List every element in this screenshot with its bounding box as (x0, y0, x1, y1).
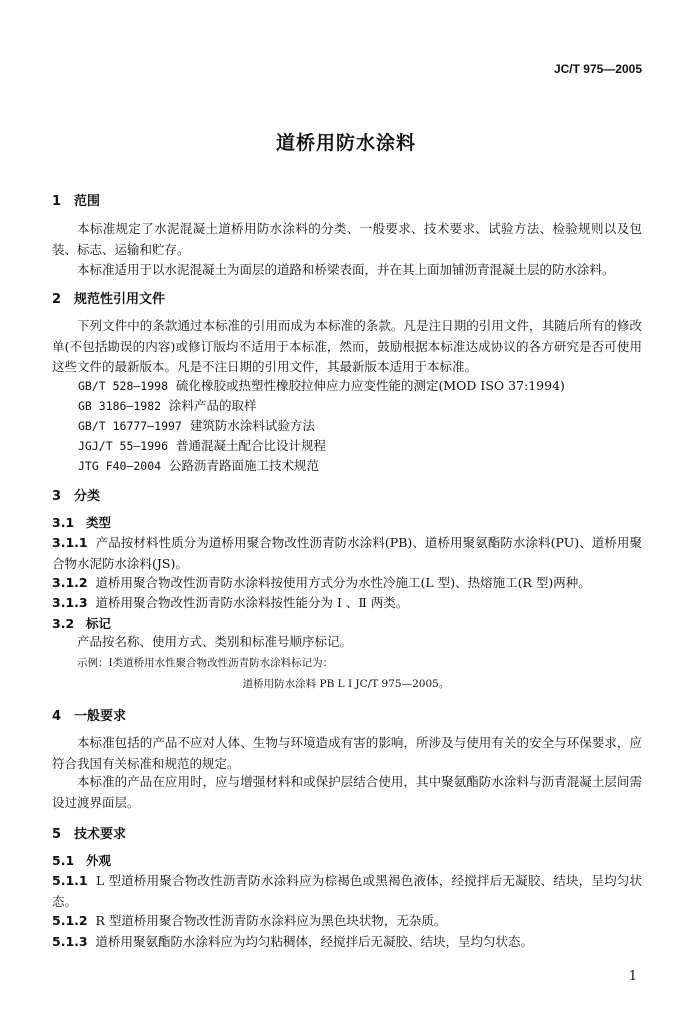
reference-item: GB 3186—1982 涂料产品的取样 (78, 398, 257, 413)
example-line: 示例：Ⅰ类道桥用水性聚合物改性沥青防水涂料标记为： (77, 657, 334, 669)
page-number: 1 (628, 969, 637, 984)
reference-item: JTG F40—2004 公路沥青路面施工技术规范 (78, 458, 320, 473)
clause-5-1-3: 5.1.3 道桥用聚氨酯防水涂料应为均匀粘稠体，经搅拌后无凝胶、结块，呈均匀状态。 (52, 934, 534, 949)
section-2-paragraph: 下列文件中的条款通过本标准的引用而成为本标准的条款。凡是注日期的引用文件，其随后所有的修改单(不包括勘误的内容)或修订版均不适用于本标准，然而，鼓励根据本标准达成协议的各方研究是否可使用这些文件的最新版本。凡是不注日期的引用文件，其最新版本适用于本标准。 (52, 318, 642, 374)
marking-text: 产品按名称、使用方式、类别和标准号顺序标记。 (77, 634, 353, 649)
section-1-paragraph-1: 本标准规定了水泥混凝土道桥用防水涂料的分类、一般要求、技术要求、试验方法、检验规则以及包装、标志、运输和贮存。 (52, 221, 642, 257)
section-5-heading: 5 技术要求 (52, 827, 127, 842)
document-title: 道桥用防水涂料 (275, 132, 416, 154)
clause-5-1-2: 5.1.2 R 型道桥用聚合物改性沥青防水涂料应为黑色块状物，无杂质。 (52, 913, 447, 928)
reference-item: GB/T 16777—1997 建筑防水涂料试验方法 (78, 418, 315, 433)
clause-3-1-1: 3.1.1 产品按材料性质分为道桥用聚合物改性沥青防水涂料(PB)、道桥用聚氨酯防水涂料(PU)、道桥用聚合物水泥防水涂料(JS)。 (52, 535, 642, 571)
section-2-heading: 2 规范性引用文件 (52, 292, 166, 307)
standard-code: JC/T 975—2005 (553, 62, 642, 76)
clause-3-2-heading: 3.2 标记 (52, 616, 112, 631)
clause-3-1-2: 3.1.2 道桥用聚合物改性沥青防水涂料按使用方式分为水性冷施工(L 型)、热熔施工(R 型)两种。 (52, 575, 591, 590)
section-1-paragraph-2: 本标准适用于以水泥混凝土为面层的道路和桥梁表面，并在其上面加铺沥青混凝土层的防水涂料。 (77, 262, 615, 277)
clause-5-1-heading: 5.1 外观 (52, 853, 112, 868)
section-4-paragraph-2: 本标准的产品在应用时，应与增强材料和或保护层结合使用，其中聚氨酯防水涂料与沥青混凝土层间需设过渡界面层。 (52, 774, 642, 810)
reference-item: GB/T 528—1998 硫化橡胶或热塑性橡胶拉伸应力应变性能的测定(MOD ISO 37:1994) (78, 378, 565, 393)
reference-item: JGJ/T 55—1996 普通混凝土配合比设计规程 (78, 438, 326, 453)
example-mark: 道桥用防水涂料 PB L Ⅰ JC/T 975—2005。 (242, 678, 450, 690)
section-3-heading: 3 分类 (52, 489, 101, 504)
section-4-heading: 4 一般要求 (52, 709, 127, 724)
section-4-paragraph-1: 本标准包括的产品不应对人体、生物与环境造成有害的影响，所涉及与使用有关的安全与环保要求，应符合我国有关标准和规范的规定。 (52, 735, 642, 771)
clause-3-1-3: 3.1.3 道桥用聚合物改性沥青防水涂料按性能分为 Ⅰ 、Ⅱ 两类。 (52, 595, 409, 610)
section-1-heading: 1 范围 (52, 194, 101, 209)
clause-5-1-1: 5.1.1 L 型道桥用聚合物改性沥青防水涂料应为棕褐色或黑褐色液体，经搅拌后无凝胶、结块，呈均匀状态。 (52, 873, 642, 909)
clause-3-1-heading: 3.1 类型 (52, 515, 112, 530)
